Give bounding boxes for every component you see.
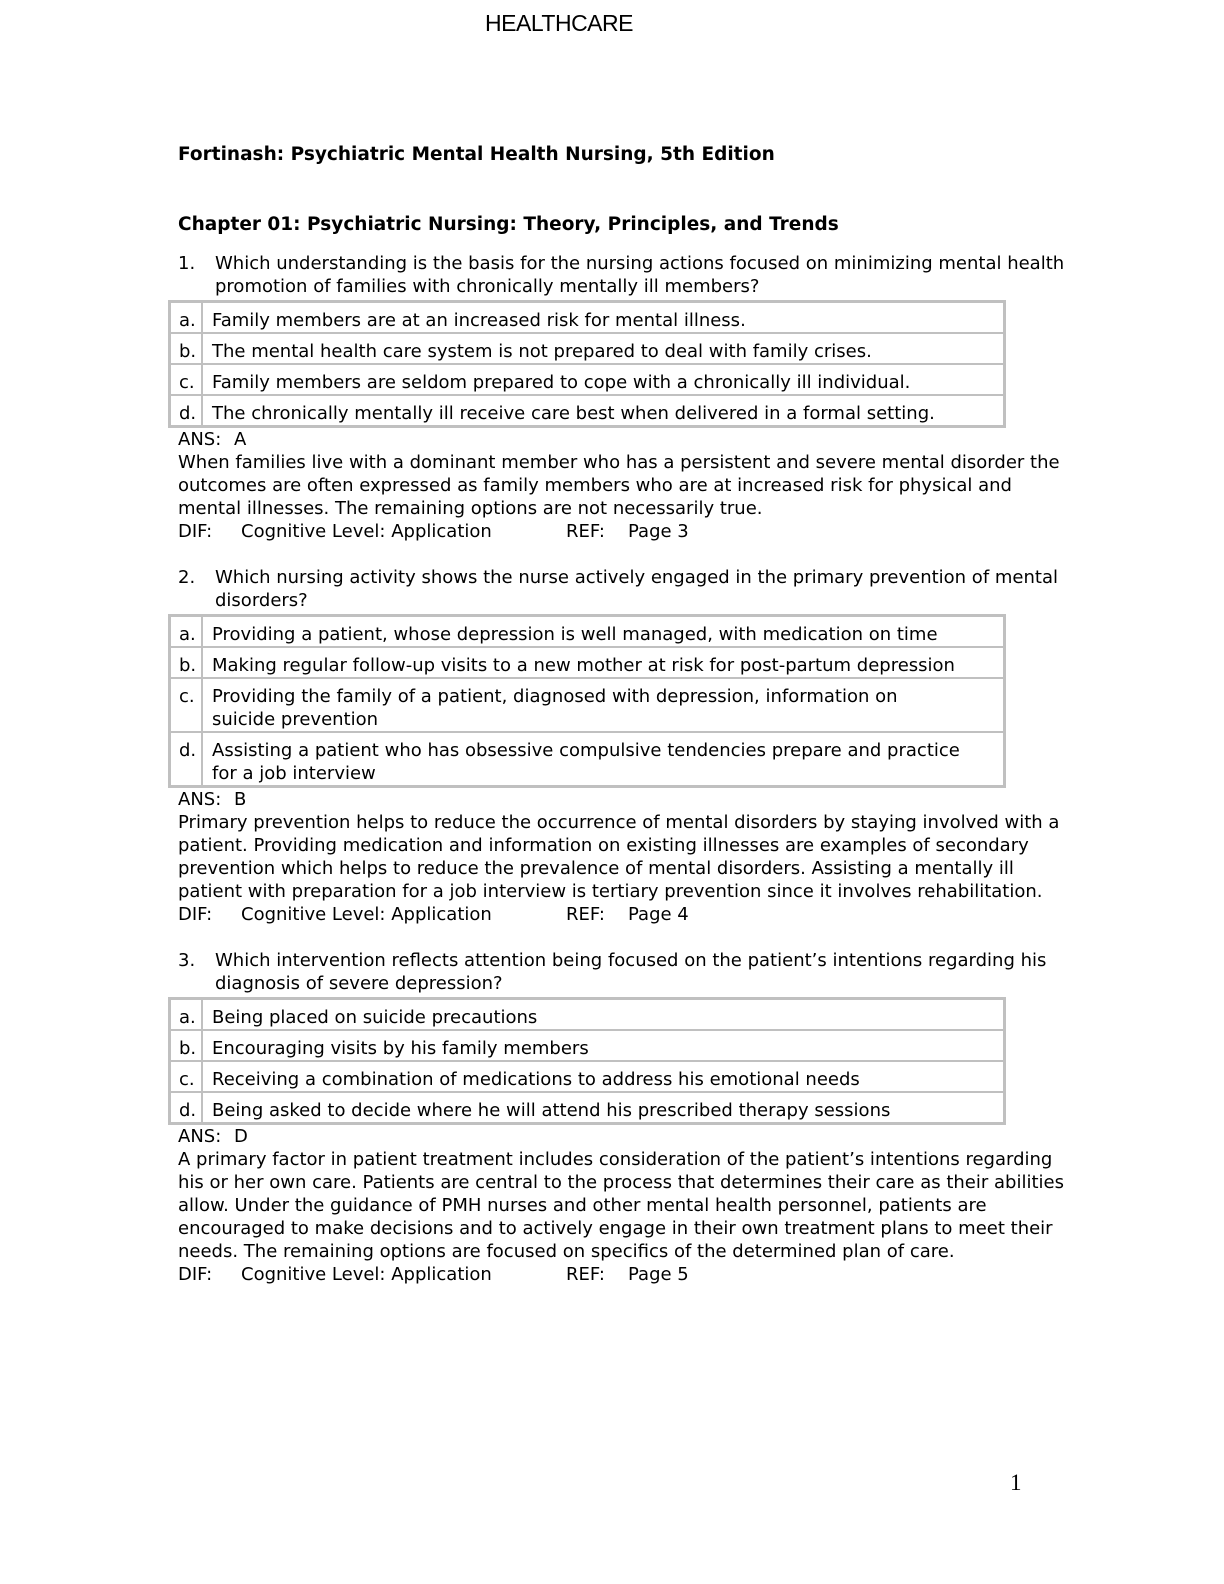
option-text: Being asked to decide where he will attend his prescribed therapy sessions	[202, 1092, 1004, 1123]
question-text: Which nursing activity shows the nurse actively engaged in the primary prevention of mental disorders?	[215, 567, 1058, 611]
options-table	[168, 997, 1006, 1125]
option-letter: a.	[170, 616, 202, 647]
option-row	[170, 616, 1004, 647]
ref-value: Page 4	[628, 904, 689, 925]
option-row	[170, 364, 1004, 395]
dif-value: Cognitive Level: Application	[241, 521, 492, 542]
dif-value: Cognitive Level: Application	[241, 1264, 492, 1285]
question-number: 3.	[178, 950, 196, 971]
answer-value: D	[234, 1126, 248, 1147]
answer-label: ANS:	[178, 429, 222, 450]
option-letter: b.	[170, 1030, 202, 1061]
option-text: Making regular follow-up visits to a new mother at risk for post-partum depression	[202, 647, 1004, 678]
options-table	[168, 614, 1006, 788]
answer-line	[178, 1125, 1078, 1148]
ref-label: REF:	[566, 1264, 605, 1285]
dif-label: DIF:	[178, 1264, 213, 1285]
question-stem	[178, 949, 1078, 995]
page-header: HEALTHCARE	[485, 10, 633, 36]
option-text: Assisting a patient who has obsessive compulsive tendencies prepare and practice for a job interview	[202, 732, 1004, 786]
option-letter: c.	[170, 678, 202, 732]
page-number: 1	[1010, 1470, 1022, 1495]
option-row	[170, 732, 1004, 786]
option-text: Receiving a combination of medications to address his emotional needs	[202, 1061, 1004, 1092]
answer-line	[178, 428, 1078, 451]
option-letter: b.	[170, 647, 202, 678]
question-stem	[178, 566, 1078, 612]
option-row	[170, 1092, 1004, 1123]
book-title: Fortinash: Psychiatric Mental Health Nursing, 5th Edition	[178, 144, 775, 165]
option-row	[170, 302, 1004, 333]
option-letter: a.	[170, 999, 202, 1030]
option-text: Family members are at an increased risk for mental illness.	[202, 302, 1004, 333]
question-text: Which intervention reflects attention being focused on the patient’s intentions regarding his diagnosis of severe depression?	[215, 950, 1047, 994]
dif-value: Cognitive Level: Application	[241, 904, 492, 925]
option-letter: a.	[170, 302, 202, 333]
question-number: 2.	[178, 567, 196, 588]
ref-value: Page 3	[628, 521, 689, 542]
option-text: Encouraging visits by his family members	[202, 1030, 1004, 1061]
rationale: When families live with a dominant member who has a persistent and severe mental disorder the outcomes are often expressed as family members who are at increased risk for physical and mental illnesses. The remaining options are not necessarily true.	[178, 452, 1060, 519]
answer-line	[178, 788, 1078, 811]
ref-value: Page 5	[628, 1264, 689, 1285]
option-letter: c.	[170, 1061, 202, 1092]
answer-value: B	[234, 789, 247, 810]
option-text: The mental health care system is not prepared to deal with family crises.	[202, 333, 1004, 364]
answer-label: ANS:	[178, 1126, 222, 1147]
ref-label: REF:	[566, 904, 605, 925]
question-text: Which understanding is the basis for the nursing actions focused on minimizing mental health promotion of families with chronically mentally ill members?	[215, 253, 1065, 297]
option-row	[170, 395, 1004, 426]
option-row	[170, 999, 1004, 1030]
answer-label: ANS:	[178, 789, 222, 810]
chapter-title: Chapter 01: Psychiatric Nursing: Theory, Principles, and Trends	[178, 214, 839, 235]
option-text: Family members are seldom prepared to cope with a chronically ill individual.	[202, 364, 1004, 395]
question-2	[178, 566, 1078, 926]
document-body	[178, 140, 1078, 1286]
dif-label: DIF:	[178, 521, 213, 542]
option-row	[170, 1030, 1004, 1061]
question-meta	[178, 520, 1078, 543]
option-text: Being placed on suicide precautions	[202, 999, 1004, 1030]
question-3	[178, 949, 1078, 1286]
option-row	[170, 333, 1004, 364]
question-stem	[178, 252, 1078, 298]
rationale: A primary factor in patient treatment includes consideration of the patient’s intentions regarding his or her own care. Patients are central to the process that determines their care as their abilities allow. Under the guidance of PMH nurses and other mental health personnel, patients are encouraged to make decisions and to actively engage in their own treatment plans to meet their needs. The remaining options are focused on specifics of the determined plan of care.	[178, 1149, 1064, 1262]
rationale: Primary prevention helps to reduce the occurrence of mental disorders by staying involved with a patient. Providing medication and information on existing illnesses are examples of secondary prevention which helps to reduce the prevalence of mental disorders. Assisting a mentally ill patient with preparation for a job interview is tertiary prevention since it involves rehabilitation.	[178, 812, 1060, 902]
option-text: Providing the family of a patient, diagnosed with depression, information on suicide prevention	[202, 678, 1004, 732]
ref-label: REF:	[566, 521, 605, 542]
options-table	[168, 300, 1006, 428]
option-letter: c.	[170, 364, 202, 395]
option-letter: b.	[170, 333, 202, 364]
option-letter: d.	[170, 732, 202, 786]
option-row	[170, 1061, 1004, 1092]
option-row	[170, 678, 1004, 732]
question-1	[178, 252, 1078, 543]
answer-value: A	[234, 429, 247, 450]
dif-label: DIF:	[178, 904, 213, 925]
option-text: The chronically mentally ill receive care best when delivered in a formal setting.	[202, 395, 1004, 426]
option-letter: d.	[170, 1092, 202, 1123]
question-meta	[178, 903, 1078, 926]
question-meta	[178, 1263, 1078, 1286]
question-number: 1.	[178, 253, 196, 274]
option-letter: d.	[170, 395, 202, 426]
option-row	[170, 647, 1004, 678]
option-text: Providing a patient, whose depression is well managed, with medication on time	[202, 616, 1004, 647]
